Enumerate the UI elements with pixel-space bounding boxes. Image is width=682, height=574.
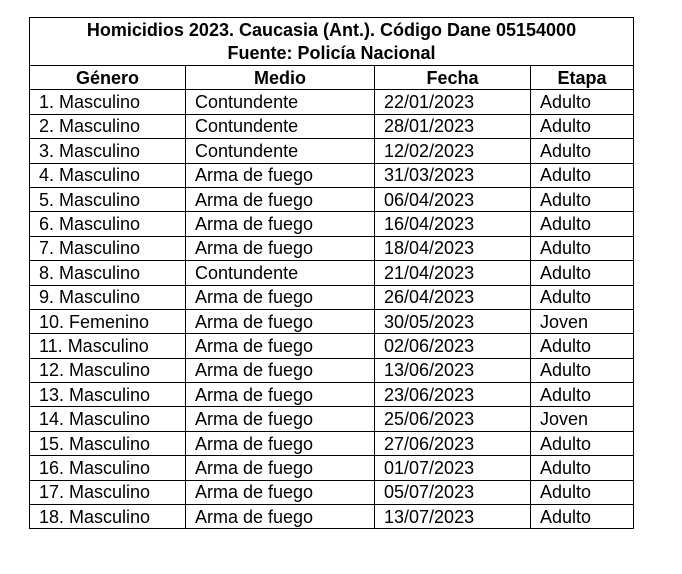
column-header-medio: Medio — [186, 66, 375, 90]
table-title-line-1: Homicidios 2023. Caucasia (Ant.). Código Dane 05154000 — [86, 20, 577, 40]
cell-medio: Arma de fuego — [186, 187, 375, 211]
table-row — [30, 236, 634, 260]
table-row — [30, 114, 634, 138]
cell-genero: 18. Masculino — [30, 505, 186, 529]
table-row — [30, 261, 634, 285]
cell-etapa: Adulto — [531, 383, 634, 407]
cell-etapa: Adulto — [531, 90, 634, 114]
cell-fecha: 26/04/2023 — [375, 285, 531, 309]
table-header-row — [30, 66, 634, 90]
cell-etapa: Adulto — [531, 480, 634, 504]
cell-genero: 9. Masculino — [30, 285, 186, 309]
cell-medio: Arma de fuego — [186, 456, 375, 480]
cell-etapa: Joven — [531, 407, 634, 431]
cell-fecha: 31/03/2023 — [375, 163, 531, 187]
table-title-row — [30, 18, 634, 66]
homicides-table — [29, 17, 634, 529]
cell-etapa: Adulto — [531, 261, 634, 285]
cell-fecha: 16/04/2023 — [375, 212, 531, 236]
cell-genero: 16. Masculino — [30, 456, 186, 480]
cell-etapa: Adulto — [531, 358, 634, 382]
cell-medio: Arma de fuego — [186, 358, 375, 382]
cell-fecha: 05/07/2023 — [375, 480, 531, 504]
cell-fecha: 23/06/2023 — [375, 383, 531, 407]
cell-medio: Arma de fuego — [186, 309, 375, 333]
cell-fecha: 18/04/2023 — [375, 236, 531, 260]
table-row — [30, 334, 634, 358]
cell-fecha: 28/01/2023 — [375, 114, 531, 138]
cell-etapa: Adulto — [531, 505, 634, 529]
table-body — [30, 90, 634, 529]
cell-genero: 11. Masculino — [30, 334, 186, 358]
table-row — [30, 505, 634, 529]
cell-genero: 1. Masculino — [30, 90, 186, 114]
cell-fecha: 27/06/2023 — [375, 431, 531, 455]
cell-fecha: 01/07/2023 — [375, 456, 531, 480]
cell-etapa: Adulto — [531, 212, 634, 236]
cell-fecha: 30/05/2023 — [375, 309, 531, 333]
table-row — [30, 358, 634, 382]
cell-genero: 6. Masculino — [30, 212, 186, 236]
cell-fecha: 21/04/2023 — [375, 261, 531, 285]
cell-genero: 2. Masculino — [30, 114, 186, 138]
cell-fecha: 25/06/2023 — [375, 407, 531, 431]
cell-etapa: Adulto — [531, 187, 634, 211]
cell-fecha: 06/04/2023 — [375, 187, 531, 211]
column-header-genero: Género — [30, 66, 186, 90]
cell-fecha: 13/06/2023 — [375, 358, 531, 382]
cell-medio: Arma de fuego — [186, 334, 375, 358]
cell-etapa: Adulto — [531, 456, 634, 480]
cell-genero: 4. Masculino — [30, 163, 186, 187]
cell-medio: Arma de fuego — [186, 407, 375, 431]
table-row — [30, 285, 634, 309]
cell-medio: Arma de fuego — [186, 480, 375, 504]
cell-genero: 7. Masculino — [30, 236, 186, 260]
table-row — [30, 431, 634, 455]
cell-medio: Contundente — [186, 114, 375, 138]
cell-medio: Contundente — [186, 261, 375, 285]
cell-genero: 13. Masculino — [30, 383, 186, 407]
cell-genero: 5. Masculino — [30, 187, 186, 211]
cell-genero: 8. Masculino — [30, 261, 186, 285]
cell-fecha: 22/01/2023 — [375, 90, 531, 114]
table-row — [30, 212, 634, 236]
table-row — [30, 187, 634, 211]
cell-medio: Arma de fuego — [186, 505, 375, 529]
cell-fecha: 13/07/2023 — [375, 505, 531, 529]
cell-medio: Contundente — [186, 90, 375, 114]
cell-etapa: Adulto — [531, 334, 634, 358]
table-row — [30, 90, 634, 114]
cell-etapa: Adulto — [531, 139, 634, 163]
table-row — [30, 407, 634, 431]
cell-etapa: Adulto — [531, 236, 634, 260]
cell-genero: 15. Masculino — [30, 431, 186, 455]
cell-genero: 17. Masculino — [30, 480, 186, 504]
cell-fecha: 12/02/2023 — [375, 139, 531, 163]
column-header-etapa: Etapa — [531, 66, 634, 90]
column-header-fecha: Fecha — [375, 66, 531, 90]
table-row — [30, 309, 634, 333]
cell-medio: Contundente — [186, 139, 375, 163]
cell-medio: Arma de fuego — [186, 212, 375, 236]
cell-etapa: Adulto — [531, 163, 634, 187]
cell-medio: Arma de fuego — [186, 285, 375, 309]
cell-genero: 3. Masculino — [30, 139, 186, 163]
table-row — [30, 456, 634, 480]
cell-genero: 10. Femenino — [30, 309, 186, 333]
cell-etapa: Adulto — [531, 285, 634, 309]
cell-genero: 14. Masculino — [30, 407, 186, 431]
homicides-table-container — [29, 17, 633, 529]
table-row — [30, 163, 634, 187]
cell-medio: Arma de fuego — [186, 383, 375, 407]
table-source-line: Fuente: Policía Nacional — [227, 43, 436, 63]
cell-medio: Arma de fuego — [186, 163, 375, 187]
cell-genero: 12. Masculino — [30, 358, 186, 382]
table-row — [30, 139, 634, 163]
table-row — [30, 383, 634, 407]
table-row — [30, 480, 634, 504]
cell-etapa: Joven — [531, 309, 634, 333]
cell-medio: Arma de fuego — [186, 236, 375, 260]
cell-fecha: 02/06/2023 — [375, 334, 531, 358]
cell-medio: Arma de fuego — [186, 431, 375, 455]
cell-etapa: Adulto — [531, 114, 634, 138]
table-title — [30, 18, 634, 66]
cell-etapa: Adulto — [531, 431, 634, 455]
